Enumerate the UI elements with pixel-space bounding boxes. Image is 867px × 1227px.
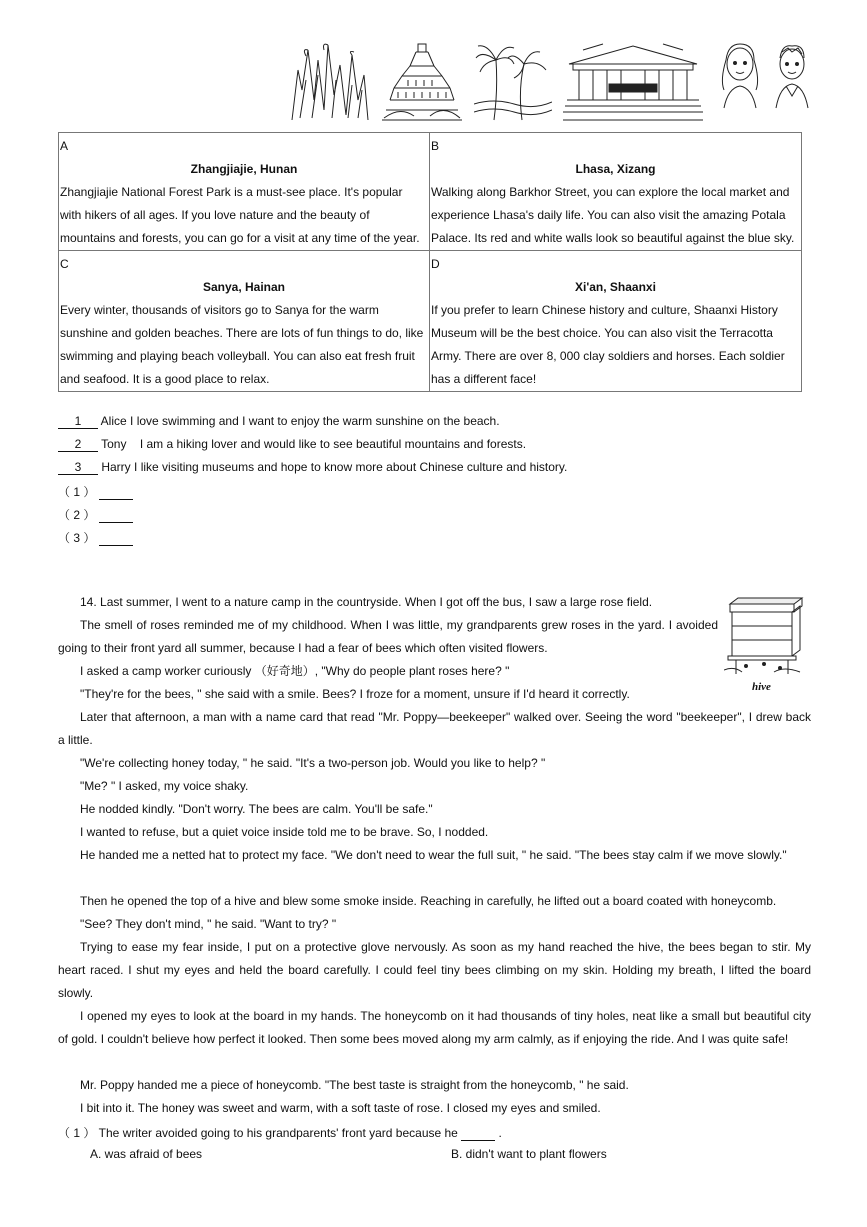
- answer-label: （ 2 ）: [58, 508, 96, 522]
- passage-paragraph: I bit into it. The honey was sweet and warm, with a soft taste of rose. I closed my eyes and smiled.: [80, 1101, 601, 1115]
- passage-paragraph: Mr. Poppy handed me a piece of honeycomb. "The best taste is straight from the honeycomb, " he said.: [80, 1078, 629, 1092]
- hive-caption: hive: [752, 681, 771, 693]
- passage-paragraph: I wanted to refuse, but a quiet voice inside told me to be brave. So, I nodded.: [80, 825, 489, 839]
- hive-illustration: [724, 594, 804, 681]
- place-title: Xi'an, Shaanxi: [575, 280, 656, 294]
- palace-illustration: [380, 40, 464, 122]
- passage-paragraph: "See? They don't mind, " he said. "Want to try? ": [80, 917, 337, 931]
- person-name: Harry: [101, 460, 131, 474]
- girl-illustration: [716, 40, 764, 110]
- passage-paragraph: "We're collecting honey today, " he said. "It's a two-person job. Would you like to help? ": [80, 756, 546, 770]
- answer-row: [58, 483, 133, 500]
- passage-paragraph: Later that afternoon, a man with a name card that read "Mr. Poppy—beekeeper" walked over. Seeing the word "beekeeper", I drew back a little.: [58, 710, 811, 747]
- place-description: Zhangjiajie National Forest Park is a must-see place. It's popular with hikers of all ages. If you love nature and the beauty of mountains and forests, you can go for a visit at any time of the year.: [60, 185, 420, 245]
- boy-illustration: [772, 40, 812, 110]
- place-cell-c: [59, 251, 430, 392]
- palm-beach-illustration: [474, 40, 552, 122]
- person-number: 3: [58, 460, 98, 475]
- place-letter: D: [431, 257, 440, 271]
- answer-row: [58, 506, 133, 523]
- person-text: I am a hiking lover and would like to see beautiful mountains and forests.: [139, 437, 527, 451]
- passage-paragraph: Trying to ease my fear inside, I put on a protective glove nervously. As soon as my hand reached the hive, the bees began to stir. My heart raced. I shut my eyes and held the board carefully. I could feel tiny bees climbing on my skin. Holding my breath, I lifted the board slowly.: [58, 940, 811, 1000]
- person-text: I like visiting museums and hope to know more about Chinese culture and history.: [134, 460, 568, 474]
- passage-paragraph: The smell of roses reminded me of my childhood. When I was little, my grandparents grew roses in the yard. I avoided going to their front yard all summer, because I had a fear of bees which often visited flowers.: [58, 618, 718, 655]
- places-table: [58, 132, 802, 392]
- passage-paragraph: I opened my eyes to look at the board in my hands. The honeycomb on it had thousands of tiny holes, neat like a small but beautiful city of gold. I couldn't believe how perfect it looked. Then some bees moved along my arm calmly, as if enjoying the ride. And I was quite safe!: [58, 1009, 811, 1046]
- answer-blank[interactable]: [99, 485, 133, 500]
- person-number: 1: [58, 414, 98, 429]
- passage-paragraph: 14. Last summer, I went to a nature camp in the countryside. When I got off the bus, I saw a large rose field.: [80, 595, 653, 609]
- question-stem: [58, 1124, 502, 1141]
- question-end: .: [498, 1126, 502, 1140]
- person-text: I love swimming and I want to enjoy the warm sunshine on the beach.: [130, 414, 500, 428]
- place-description: Walking along Barkhor Street, you can explore the local market and experience Lhasa's daily life. You can also visit the amazing Potala Palace. Its red and white walls look so beautiful against the blue sky.: [431, 185, 795, 245]
- place-cell-d: [430, 251, 802, 392]
- mountains-illustration: [288, 40, 370, 122]
- person-name: Tony: [101, 437, 127, 451]
- museum-illustration: [563, 40, 703, 122]
- place-title: Zhangjiajie, Hunan: [190, 162, 298, 176]
- passage-paragraph: I asked a camp worker curiously （好奇地）, "Why do people plant roses here? ": [80, 664, 510, 678]
- option-a[interactable]: A. was afraid of bees: [90, 1147, 203, 1161]
- passage-paragraph: Then he opened the top of a hive and blew some smoke inside. Reaching in carefully, he lifted out a board coated with honeycomb.: [80, 894, 777, 908]
- question-text: （ 1 ） The writer avoided going to his grandparents' front yard because he: [58, 1126, 458, 1140]
- place-letter: A: [60, 139, 69, 153]
- answer-label: （ 3 ）: [58, 531, 96, 545]
- person-name: Alice: [100, 414, 127, 428]
- passage-paragraph: "They're for the bees, " she said with a smile. Bees? I froze for a moment, unsure if I'd heard it correctly.: [80, 687, 630, 701]
- answer-row: [58, 529, 133, 546]
- option-b[interactable]: B. didn't want to plant flowers: [451, 1147, 607, 1161]
- place-title: Sanya, Hainan: [202, 280, 286, 294]
- person-row: [58, 414, 500, 429]
- place-cell-b: [430, 133, 802, 251]
- answer-blank[interactable]: [99, 508, 133, 523]
- person-row: [58, 460, 567, 475]
- question-blank[interactable]: [461, 1126, 495, 1141]
- place-cell-a: [59, 133, 430, 251]
- passage-paragraph: He nodded kindly. "Don't worry. The bees are calm. You'll be safe.": [80, 802, 433, 816]
- answer-blank[interactable]: [99, 531, 133, 546]
- place-letter: B: [431, 139, 440, 153]
- place-title: Lhasa, Xizang: [575, 162, 656, 176]
- place-description: If you prefer to learn Chinese history and culture, Shaanxi History Museum will be the best choice. You can also visit the Terracotta Army. There are over 8, 000 clay soldiers and horses. Each soldier has a different face!: [431, 303, 785, 386]
- passage-paragraph: He handed me a netted hat to protect my face. "We don't need to wear the full suit, " he said. "The bees stay calm if we move slowly.": [80, 848, 787, 862]
- place-description: Every winter, thousands of visitors go to Sanya for the warm sunshine and golden beaches. There are lots of fun things to do, like swimming and playing beach volleyball. You can also eat fresh fruit and seafood. It is a good place to relax.: [60, 303, 424, 386]
- person-row: [58, 437, 526, 452]
- place-letter: C: [60, 257, 69, 271]
- passage-paragraph: "Me? " I asked, my voice shaky.: [80, 779, 249, 793]
- person-number: 2: [58, 437, 98, 452]
- answer-label: （ 1 ）: [58, 485, 96, 499]
